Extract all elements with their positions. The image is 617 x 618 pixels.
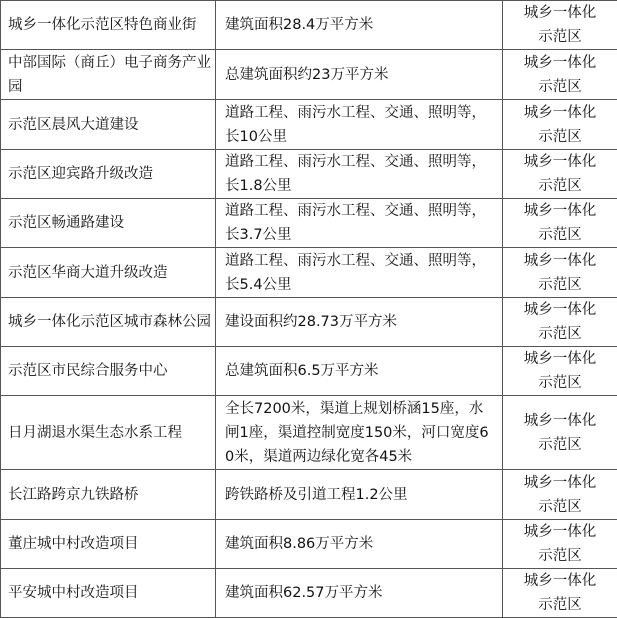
table-row (1, 298, 617, 347)
project-content-cell: 道路工程、雨污水工程、交通、照明等，长5.4公里 (216, 248, 503, 298)
project-area-cell: 城乡一体化示范区 (503, 1, 617, 50)
project-content-cell: 全长7200米，渠道上规划桥涵15座，水闸1座，渠道控制宽度150米，河口宽度60米，渠道两边绿化宽各45米 (216, 396, 503, 470)
project-area-cell: 城乡一体化示范区 (503, 298, 617, 347)
project-content-cell: 建筑面积62.57万平方米 (216, 569, 503, 618)
project-name-cell: 长江路跨京九铁路桥 (1, 470, 216, 520)
project-name-cell: 示范区华商大道升级改造 (1, 248, 216, 298)
project-area-cell: 城乡一体化示范区 (503, 347, 617, 396)
project-area-cell: 城乡一体化示范区 (503, 520, 617, 569)
table-row (1, 248, 617, 298)
table-row (1, 1, 617, 50)
project-area-cell: 城乡一体化示范区 (503, 50, 617, 100)
table-row (1, 150, 617, 199)
project-name-cell: 示范区晨风大道建设 (1, 100, 216, 150)
table-row (1, 470, 617, 520)
project-content-cell: 道路工程、雨污水工程、交通、照明等，长1.8公里 (216, 150, 503, 199)
project-content-cell: 总建筑面积6.5万平方米 (216, 347, 503, 396)
table-row (1, 396, 617, 470)
project-content-cell: 建筑面积28.4万平方米 (216, 1, 503, 50)
table-row (1, 347, 617, 396)
project-name-cell: 城乡一体化示范区城市森林公园 (1, 298, 216, 347)
project-name-cell: 示范区迎宾路升级改造 (1, 150, 216, 199)
project-content-cell: 道路工程、雨污水工程、交通、照明等，长3.7公里 (216, 199, 503, 248)
project-content-cell: 跨铁路桥及引道工程1.2公里 (216, 470, 503, 520)
table-row (1, 50, 617, 100)
project-area-cell: 城乡一体化示范区 (503, 396, 617, 470)
project-name-cell: 平安城中村改造项目 (1, 569, 216, 618)
project-content-cell: 道路工程、雨污水工程、交通、照明等，长10公里 (216, 100, 503, 150)
project-area-cell: 城乡一体化示范区 (503, 569, 617, 618)
project-content-cell: 建设面积约28.73万平方米 (216, 298, 503, 347)
project-content-cell: 总建筑面积约23万平方米 (216, 50, 503, 100)
project-area-cell: 城乡一体化示范区 (503, 248, 617, 298)
project-name-cell: 中部国际（商丘）电子商务产业园 (1, 50, 216, 100)
project-area-cell: 城乡一体化示范区 (503, 199, 617, 248)
project-name-cell: 日月湖退水渠生态水系工程 (1, 396, 216, 470)
table-row (1, 569, 617, 618)
table-row (1, 100, 617, 150)
project-area-cell: 城乡一体化示范区 (503, 150, 617, 199)
project-area-cell: 城乡一体化示范区 (503, 100, 617, 150)
project-name-cell: 董庄城中村改造项目 (1, 520, 216, 569)
table-row (1, 199, 617, 248)
project-content-cell: 建筑面积8.86万平方米 (216, 520, 503, 569)
project-name-cell: 示范区市民综合服务中心 (1, 347, 216, 396)
project-area-cell: 城乡一体化示范区 (503, 470, 617, 520)
project-name-cell: 城乡一体化示范区特色商业街 (1, 1, 216, 50)
table-row (1, 520, 617, 569)
project-name-cell: 示范区畅通路建设 (1, 199, 216, 248)
